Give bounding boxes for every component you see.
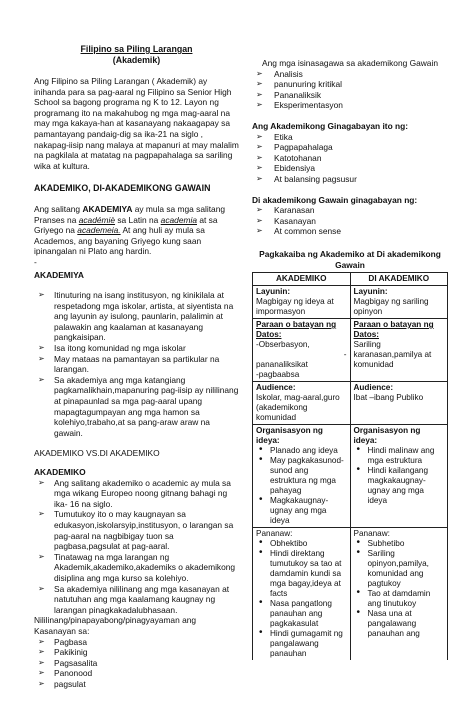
cell-list xyxy=(256,539,347,659)
list-item: ➢ Eksperimentasyon xyxy=(252,100,448,111)
list-item: ➢ Pagbasa xyxy=(34,637,239,648)
list-item: ➢ Katotohanan xyxy=(252,153,448,164)
table-row xyxy=(253,425,448,528)
para-term: academia xyxy=(160,214,197,225)
table-cell xyxy=(350,528,448,661)
para-text: Ang salitang xyxy=(34,203,83,214)
list-item: ➢ Analisis xyxy=(252,69,448,80)
ginagabayan-heading: Ang Akademikong Ginagabayan ito ng: xyxy=(252,120,409,131)
cell-text: -pagbaabsa xyxy=(256,370,300,380)
cell-text: -Obserbasyon, xyxy=(256,340,310,350)
di-heading: Di akademikong Gawain ginagabayan ng: xyxy=(252,194,418,205)
cell-heading: Organisasyon ng ideya: xyxy=(353,426,421,446)
akademiko-list xyxy=(34,478,239,616)
table-title: Pagkakaiba ng Akademiko at Di akademikong Gawain xyxy=(259,248,441,270)
cell-heading: Paraan o batayan ng Datos: xyxy=(353,320,434,340)
table-cell xyxy=(253,528,351,661)
list-item: • Hindi gumagamit ng pangalawang panauhan xyxy=(256,629,347,659)
list-item: • Nasa pangatlong panauhan ang pagkakasulat xyxy=(256,599,347,629)
section-heading: AKADEMIKO, DI-AKADEMIKONG GAWAIN xyxy=(34,183,211,194)
list-item: ➢ May mataas na pamantayan sa partikular na larangan. xyxy=(34,354,239,375)
table-cell xyxy=(253,425,351,528)
intro-paragraph: Ang Filipino sa Piling Larangan ( Akademik) ay inihanda para sa pag-aaral ng Filipino sa Senior High School sa bagong programa ng K to 12. Layon ng programang ito na makahubog ng mga mag-aaral na may mga kakaya-han at kasanayang nakaagapay sa pamantayang pandaig-dig sa ika-21 na siglo , nakapag-iisip nang malaya at mapanuri at may malalim na pagkilala at matatag na pagpapahalaga sa sariling wika at kultura. xyxy=(34,76,239,171)
kasanayan-list xyxy=(34,637,239,690)
list-item: ➢ Pagsasalita xyxy=(34,658,239,669)
cell-heading: Pananaw: xyxy=(353,529,390,539)
table-row xyxy=(253,273,448,286)
akademiya-heading: AKADEMIYA xyxy=(34,269,84,280)
cell-heading: Layunin: xyxy=(353,287,388,297)
cell-text: Magbigay ng sariling opinyon xyxy=(353,297,429,317)
list-item: • Nasa una at pangalawang panauhan ang xyxy=(354,609,445,639)
para-term: académiè xyxy=(78,214,116,225)
cell-heading: Organisasyon ng ideya: xyxy=(256,426,323,446)
list-item: ➢ pagsulat xyxy=(34,679,239,690)
para-term: academeia. xyxy=(77,225,121,236)
list-item: • Hindi malinaw ang mga estruktura xyxy=(354,446,445,466)
list-item: ➢ Ebidensiya xyxy=(252,163,448,174)
document-subtitle: (Akademik) xyxy=(112,55,161,65)
cell-list xyxy=(354,539,445,639)
list-item: • Planado ang ideya xyxy=(256,446,347,456)
table-cell xyxy=(350,286,448,319)
cell-text: Magbigay ng ideya at impormasyon xyxy=(256,297,334,317)
cell-heading: Audience: xyxy=(353,383,394,393)
cell-text: pananaliksikat xyxy=(256,360,308,370)
list-item: ➢ Ang salitang akademiko o academic ay mula sa mga wikang Europeo noong gitnang bahagi ng ika- 16 na siglo. xyxy=(34,478,239,510)
list-item: ➢ Karanasan xyxy=(252,205,448,216)
list-item: ➢ Pananaliksik xyxy=(252,90,448,101)
document-title: Filipino sa Piling Larangan xyxy=(80,44,193,54)
table-cell xyxy=(350,425,448,528)
para-text: sa Latin na xyxy=(115,214,161,225)
list-item: • Magkakaugnay-ugnay ang mga ideya xyxy=(256,496,347,526)
table-cell xyxy=(253,382,351,425)
table-row xyxy=(253,382,448,425)
right-column xyxy=(252,58,448,660)
list-item: ➢ Panonood xyxy=(34,668,239,679)
vs-heading: AKADEMIKO VS.DI AKADEMIKO xyxy=(34,448,160,459)
cell-text: Ibat –ibang Publiko xyxy=(353,393,424,403)
comparison-table xyxy=(252,272,448,660)
table-cell xyxy=(253,319,351,382)
list-item: ➢ Tumutukoy ito o may kaugnayan sa edukasyon,iskolarsyip,institusyon, o larangan sa pag-aaral na nagbibigay tuon sa pagbasa,pagsulat at pag-aaral. xyxy=(34,509,239,551)
left-column xyxy=(34,44,239,689)
di-list xyxy=(252,205,448,237)
cell-heading: Paraan o batayan ng Datos: xyxy=(256,320,337,340)
list-item: ➢ Tinatawag na mga larangan ng Akademik,akademiko,akademiks o akademikong disiplina ang mga kurso sa kolehiyo. xyxy=(34,552,239,584)
cell-text: - xyxy=(343,350,347,360)
list-item: ➢ Pakikinig xyxy=(34,647,239,658)
list-item: ➢ Isa itong komunidad ng mga iskolar xyxy=(34,343,239,354)
cell-heading: Layunin: xyxy=(256,287,291,297)
gawain-heading: Ang mga isinasagawa sa akademikong Gawain xyxy=(262,58,438,68)
para-text: ay mula sa mga salitang Pranses na xyxy=(34,203,226,225)
dash: - xyxy=(34,256,37,267)
list-item: ➢ Etika xyxy=(252,132,448,143)
gawain-list xyxy=(252,69,448,111)
table-cell xyxy=(350,382,448,425)
list-item: • May pagkakasunod-sunod ang estruktura ng mga pahayag xyxy=(256,456,347,496)
table-row xyxy=(253,286,448,319)
para-text: at sa Griyego na xyxy=(34,214,218,236)
list-item: • Tao at damdamin ang tinutukoy xyxy=(354,589,445,609)
list-item: ➢ At common sense xyxy=(252,226,448,237)
akademiya-paragraph xyxy=(34,204,239,257)
cell-text: Sariling karanasan,pamilya at komunidad xyxy=(353,340,432,370)
para-text: At ang huli ay mula sa Academos, ang bayaning Griyego kung saan ipinangalan ni Plato ang hardin. xyxy=(34,225,205,257)
cell-text: Iskolar, mag-aaral,guro (akademikong komunidad xyxy=(256,393,340,423)
list-item: • Hindi direktang tumutukoy sa tao at damdamin kundi sa mga bagay,ideya at facts xyxy=(256,549,347,599)
table-cell xyxy=(253,286,351,319)
para-bold: AKADEMIYA xyxy=(82,203,133,214)
list-item: • Subhetibo xyxy=(354,539,445,549)
list-item: • Obhektibo xyxy=(256,539,347,549)
akademiya-list xyxy=(34,290,239,438)
table-cell xyxy=(350,319,448,382)
list-item: ➢ panunuring kritikal xyxy=(252,79,448,90)
ginagabayan-list xyxy=(252,132,448,185)
table-header: AKADEMIKO xyxy=(253,273,351,286)
list-item: ➢ Kasanayan xyxy=(252,216,448,227)
list-item: ➢ Sa akademiya ang mga katangiang pagkamalikhain,mapanuring pag-iisip ay nililinang at pinapaunlad sa mga pag-aaral upang mapagtagumpayan ang mga hamon sa kolehiyo,trabaho,at sa pang-araw araw na gawain. xyxy=(34,375,239,439)
cell-list xyxy=(354,446,445,506)
cell-list xyxy=(256,446,347,526)
table-row xyxy=(253,528,448,661)
list-item: ➢ Itinuturing na isang institusyon, ng kinikilala at respetadong mga iskolar, artista, at siyentista na ang layunin ay isulong, paunlarin, palalimin at palawakin ang kaalaman at kasanayang pangkaisipan. xyxy=(34,290,239,343)
nililinang-text: Nililinang/pinapayabong/pinagyayaman ang Kasanayan sa: xyxy=(34,615,197,636)
list-item: ➢ Pagpapahalaga xyxy=(252,142,448,153)
table-header: DI AKADEMIKO xyxy=(350,273,448,286)
list-item: ➢ At balansing pagsusur xyxy=(252,174,448,185)
cell-heading: Audience: xyxy=(256,383,296,393)
list-item: • Hindi kailangang magkakaugnay-ugnay ang mga ideya xyxy=(354,466,445,506)
list-item: ➢ Sa akademiya nililinang ang mga kasanayan at natutuhan ang mga kaalamang kaugnay ng larangan pinagkakadalubhasaan. xyxy=(34,584,239,616)
cell-heading: Pananaw: xyxy=(256,529,293,539)
akademiko-heading: AKADEMIKO xyxy=(34,467,86,477)
list-item: • Sariling opinyon,pamilya, komunidad ang pagtukoy xyxy=(354,549,445,589)
table-row xyxy=(253,319,448,382)
